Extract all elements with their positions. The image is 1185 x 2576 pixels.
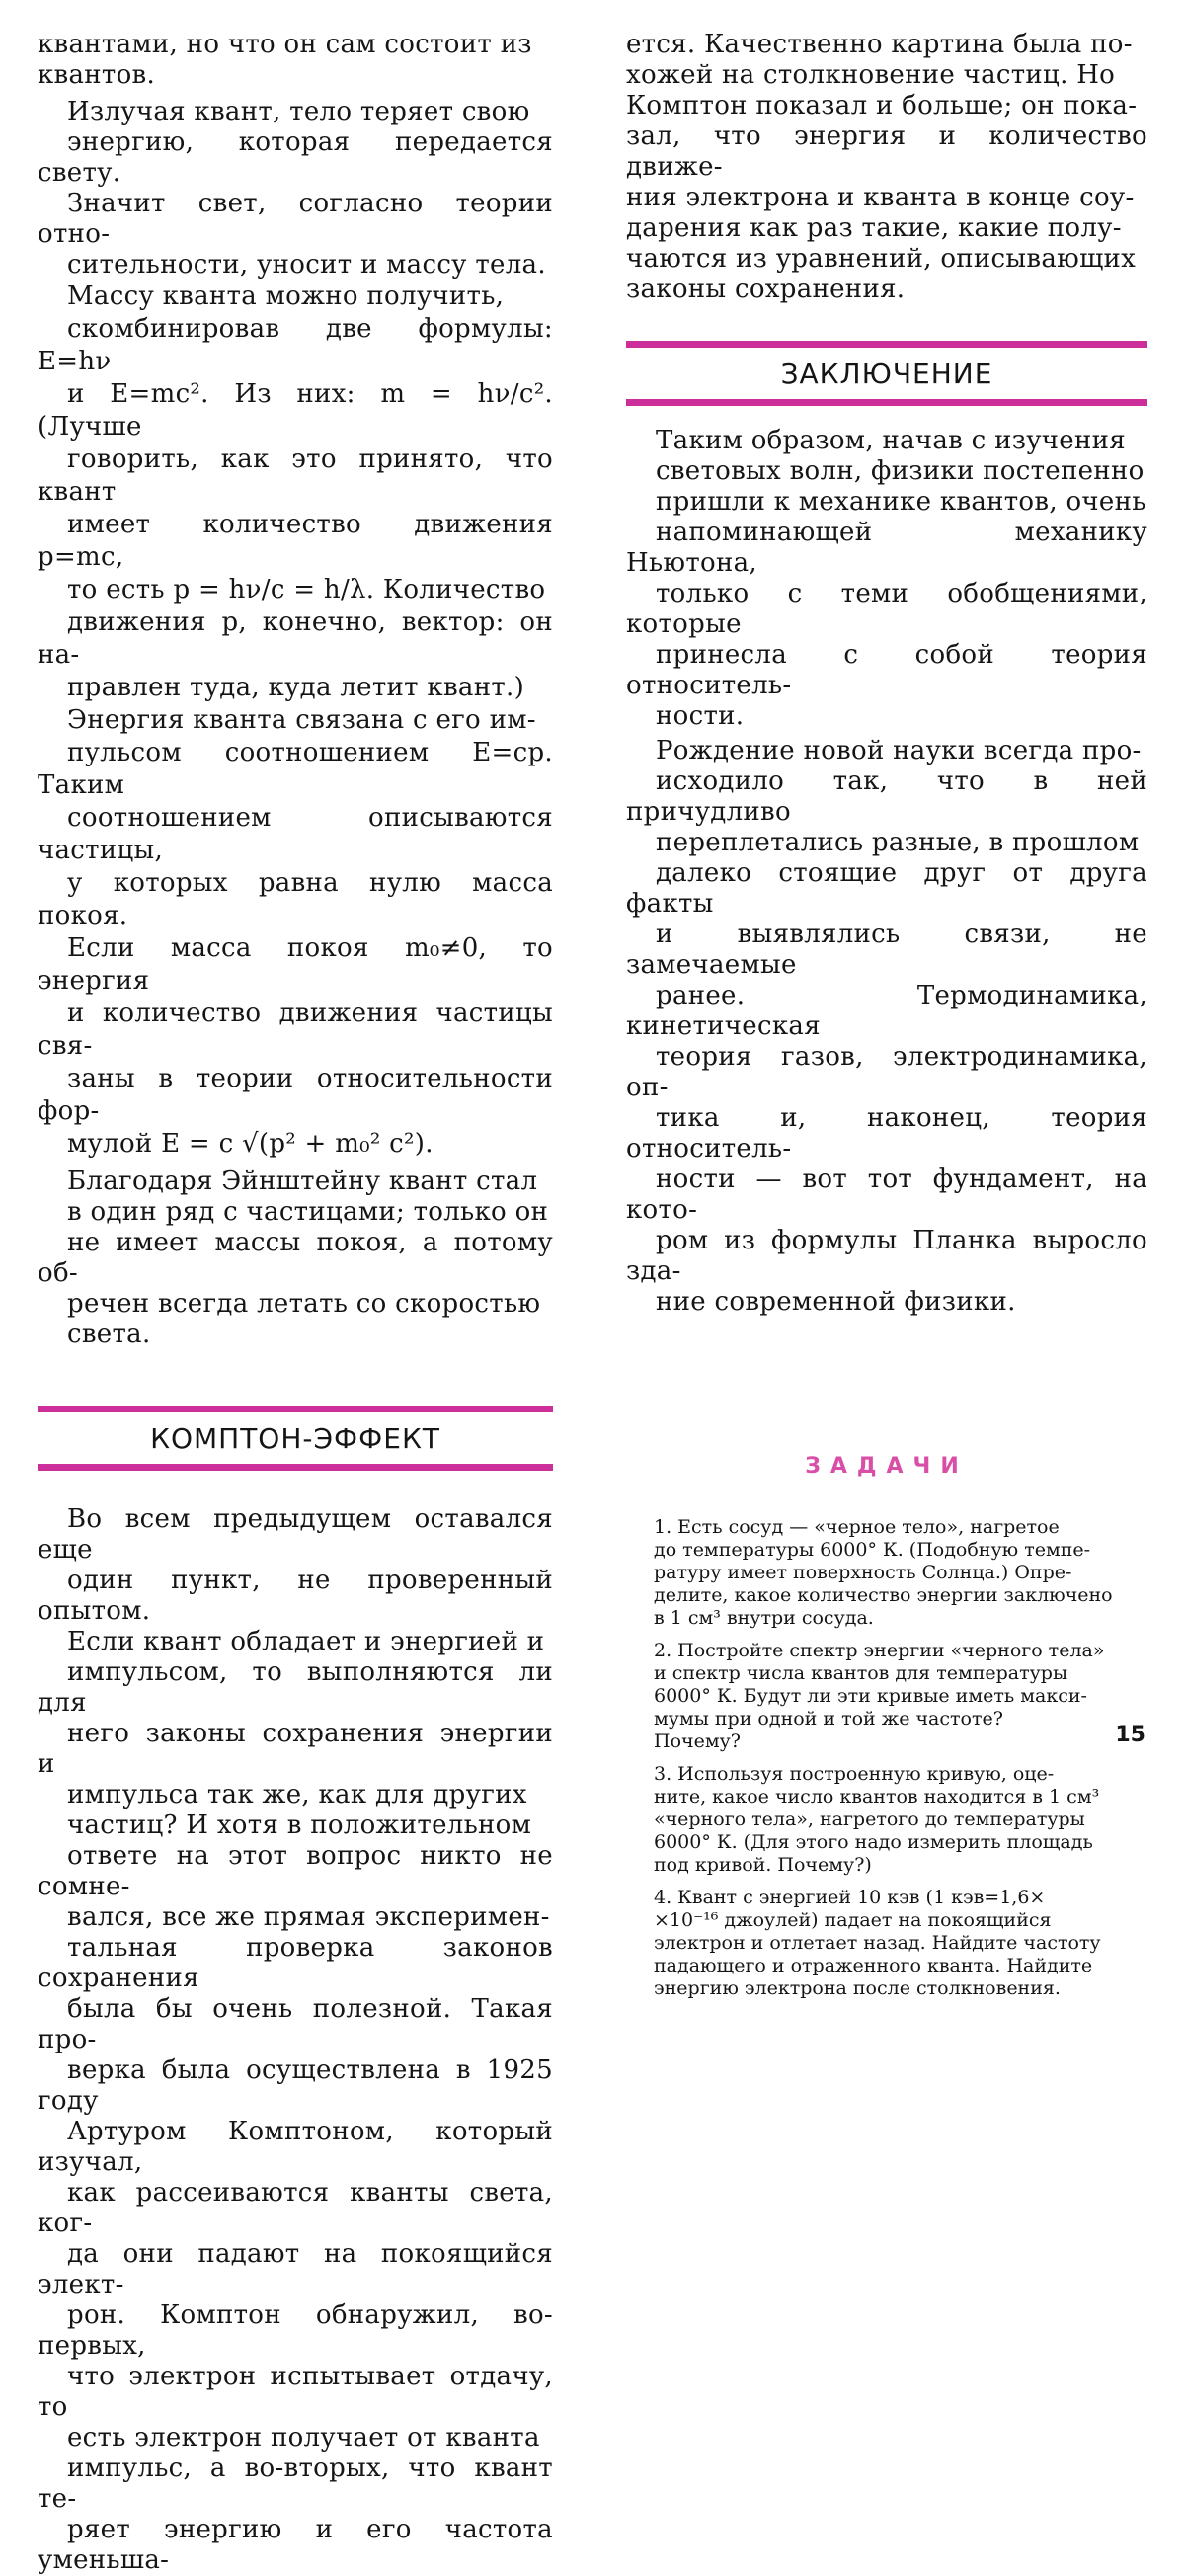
page-number: 15 xyxy=(1115,1723,1146,1747)
task-item: 4. Квант с энергией 10 кэв (1 кэв=1,6× ×10⁻¹⁶ джоулей) падает на покоящийся электрон и отлетает назад. Найдите частоту падающего и отраженного кванта. Найдите энергию электрона после столкновения. xyxy=(654,1887,1101,1999)
paragraph-quantum-mass: Массу кванта можно получить, скомбинировав две формулы: E=hν и E=mc². Из них: m = hν/c². (Лучше говорить, как это принято, что квант имеет количество движения p=mc, то есть p = hν/c = h/λ. Количество движения p, конечно, вектор: он на- правлен туда, куда летит квант.) Энергия кванта связана с его им- пульсом соотношением E=cp. Таким соотношением описываются частицы, у которых равна нулю масса покоя. Если масса покоя m₀≠0, то энергия и количество движения частицы свя- заны в теории относительности фор- мулой E = c √(p² + m₀² c²). xyxy=(38,282,553,1159)
task-item: 1. Есть сосуд — «черное тело», нагретое до температуры 6000° К. (Подобную темпе- ратуру имеет поверхность Солнца.) Опре- делите, какое количество энергии заключено в 1 см³ внутри сосуда. xyxy=(654,1516,1113,1629)
left-column xyxy=(38,30,553,2576)
paragraph-einstein: Благодаря Эйнштейну квант стал в один ряд с частицами; только он не имеет массы покоя, а потому об- речен всегда летать со скоростью света. xyxy=(38,1167,553,1349)
paragraph-compton-continued: ется. Качественно картина была по- хожей на столкновение частиц. Но Комптон показал и больше; он пока- зал, что энергия и количество движе- ния электрона и кванта в конце соу- дарения как раз такие, какие полу- чаются из уравнений, описывающих законы сохранения. xyxy=(626,30,1147,304)
task-item: 2. Постройте спектр энергии «черного тела» и спектр числа квантов для температуры 6000° К. Будут ли эти кривые иметь макси- мумы при одной и той же частоте? Почему? xyxy=(654,1640,1105,1752)
heading-bottom-bar xyxy=(38,1464,553,1471)
paragraph-emission: Излучая квант, тело теряет свою энергию, которая передается свету. Значит свет, согласно теории отно- сительности, уносит и массу тела. xyxy=(38,97,553,280)
heading-top-bar xyxy=(38,1406,553,1412)
paragraph-quanta-continued: квантами, но что он сам состоит из квантов. xyxy=(38,30,532,90)
task-item: 3. Используя построенную кривую, оце- ните, какое число квантов находится в 1 см³ «черного тела», нагретого до температуры 6000° К. (Для этого надо измерить площадь под кривой. Почему?) xyxy=(654,1763,1100,1876)
heading-top-bar xyxy=(626,341,1147,348)
paragraph-compton: Во всем предыдущем оставался еще один пункт, не проверенный опытом. Если квант обладает и энергией и импульсом, то выполняются ли для него законы сохранения энергии и импульса так же, как для других частиц? И хотя в положительном ответе на этот вопрос никто не сомне- вался, все же прямая эксперимен- тальная проверка законов сохранения была бы очень полезной. Такая про- верка была осуществлена в 1925 году Артуром Комптоном, который изучал, как рассеиваются кванты света, ког- да они падают на покоящийся элект- рон. Комптон обнаружил, во-первых, что электрон испытывает отдачу, то есть электрон получает от кванта импульс, а во-вторых, что квант те- ряет энергию и его частота уменьша- xyxy=(38,1504,553,2575)
heading-compton-title: КОМПТОН-ЭФФЕКТ xyxy=(150,1422,440,1455)
heading-bottom-bar xyxy=(626,399,1147,406)
heading-conclusion-title: ЗАКЛЮЧЕНИЕ xyxy=(780,358,993,390)
paragraph-conclusion-1: Таким образом, начав с изучения световых волн, физики постепенно пришли к механике квантов, очень напоминающей механику Ньютона, только с теми обобщениями, которые принесла с собой теория относитель- ности. xyxy=(626,426,1147,731)
right-column xyxy=(626,30,1147,2000)
section-heading-conclusion xyxy=(626,341,1147,406)
paragraph-conclusion-2: Рождение новой науки всегда про- исходило так, что в ней причудливо переплетались разные, в прошлом далеко стоящие друг от друга факты и выявлялись связи, не замечаемые ранее. Термодинамика, кинетическая теория газов, электродинамика, оп- тика и, наконец, теория относитель- ности — вот тот фундамент, на кото- ром из формулы Планка выросло зда- ние современной физики. xyxy=(626,736,1147,1317)
section-heading-compton xyxy=(38,1406,553,1471)
tasks-list xyxy=(626,1516,1147,2000)
tasks-title: ЗАДАЧИ xyxy=(805,1454,969,1479)
